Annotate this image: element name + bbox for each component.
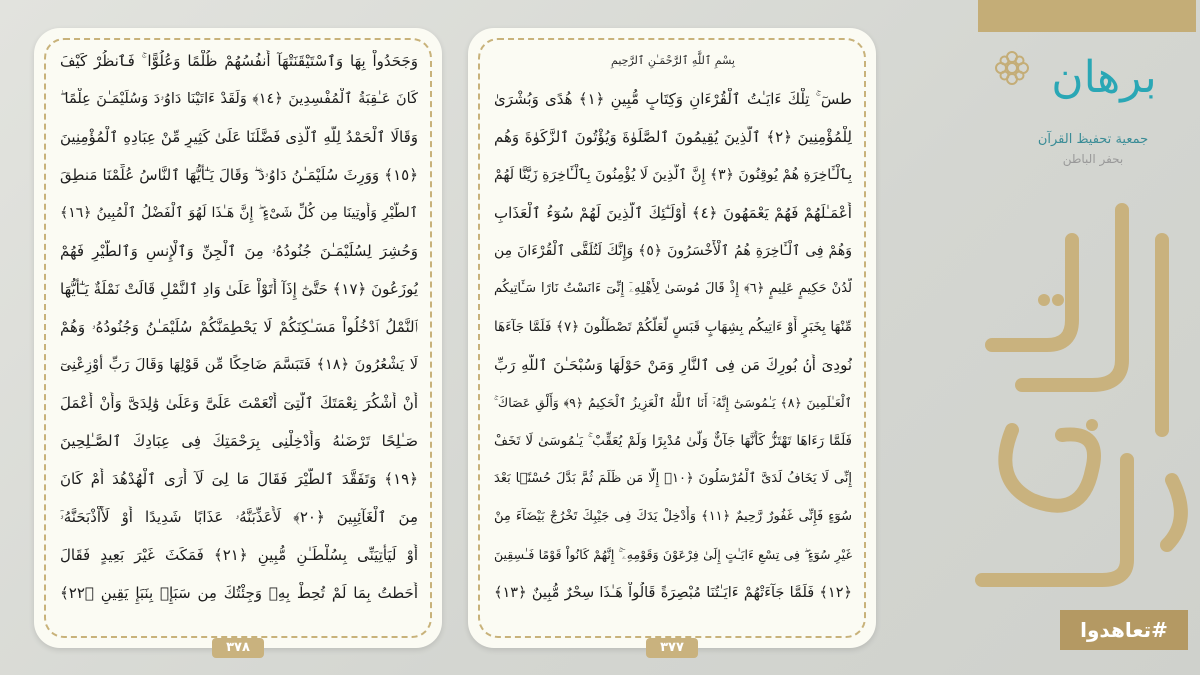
logo-wordmark: برهان [1051, 52, 1157, 103]
page-number: ٣٧٨ [212, 638, 264, 658]
text-line: ٱلنَّمْلُ ٱدْخُلُواْ مَسَـٰكِنَكُمْ لَا يَحْطِمَنَّكُمْ سُلَيْمَـٰنُ وَجُنُودُهُۥ وَهُمْ [60, 318, 418, 336]
text-line: وَهُمْ فِى ٱلْـَٔاخِرَةِ هُمُ ٱلْأَخْسَرُونَ ﴿٥﴾ وَإِنَّكَ لَتُلَقَّى ٱلْقُرْءَانَ مِن [494, 243, 852, 259]
text-line: ٱلطَّيْرِ وَأُوتِينَا مِن كُلِّ شَىْءٍ ۖ إِنَّ هَـٰذَا لَهُوَ ٱلْفَضْلُ ٱلْمُبِينُ ﴿١٦﴾ [60, 205, 418, 221]
text-line: نُودِىَ أَنۢ بُورِكَ مَن فِى ٱلنَّارِ وَمَنْ حَوْلَهَا وَسُبْحَـٰنَ ٱللَّهِ رَبِّ [494, 356, 852, 374]
text-line: وَجَحَدُواْ بِهَا وَٱسْتَيْقَنَتْهَآ أَنفُسُهُمْ ظُلْمًا وَعُلُوًّا ۚ فَٱنظُرْ كَيْفَ [60, 52, 418, 70]
text-line: بِٱلْـَٔاخِرَةِ هُمْ يُوقِنُونَ ﴿٣﴾ إِنَّ ٱلَّذِينَ لَا يُؤْمِنُونَ بِٱلْـَٔاخِرَةِ زَيَّنَّا لَهُمْ [494, 167, 852, 183]
text-line: لَا يَشْعُرُونَ ﴿١٨﴾ فَتَبَسَّمَ ضَاحِكًا مِّن قَوْلِهَا وَقَالَ رَبِّ أَوْزِعْنِىٓ [60, 357, 418, 373]
mushaf-page-378 [34, 28, 442, 655]
organization-location: بحفر الباطن [1062, 152, 1124, 166]
mushaf-page-377 [468, 28, 876, 655]
text-line: أَحَطتُ بِمَا لَمْ تُحِطْ بِهِۦ وَجِئْتُكَ مِن سَبَإٍۭ بِنَبَإٍ يَقِينٍ ﴿٢٢﴾ [60, 584, 418, 602]
text-line: يُوزَعُونَ ﴿١٧﴾ حَتَّىٰٓ إِذَآ أَتَوْاْ عَلَىٰ وَادِ ٱلنَّمْلِ قَالَتْ نَمْلَةٌ يَـٰٓأَيُّهَا [60, 280, 418, 298]
text-line: صَـٰلِحًا تَرْضَىٰهُ وَأَدْخِلْنِى بِرَحْمَتِكَ فِى عِبَادِكَ ٱلصَّـٰلِحِينَ [60, 432, 418, 450]
page-text [494, 50, 852, 604]
text-line: كَانَ عَـٰقِبَةُ ٱلْمُفْسِدِينَ ﴿١٤﴾ وَلَقَدْ ءَاتَيْنَا دَاوُۥدَ وَسُلَيْمَـٰنَ عِلْمًا ۖ [60, 91, 418, 107]
text-line: إِنِّى لَا يَخَافُ لَدَىَّ ٱلْمُرْسَلُونَ ﴿١٠﴾ إِلَّا مَن ظَلَمَ ثُمَّ بَدَّلَ حُسْنًۢا بَعْدَ [494, 471, 852, 486]
text-line: ﴿١٢﴾ فَلَمَّا جَآءَتْهُمْ ءَايَـٰتُنَا مُبْصِرَةً قَالُواْ هَـٰذَا سِحْرٌ مُّبِينٌ ﴿١٣﴾ [494, 585, 852, 601]
page-number: ٣٧٧ [646, 638, 698, 658]
gold-ribbon [978, 0, 1196, 32]
text-line: أَعْمَـٰلَهُمْ فَهُمْ يَعْمَهُونَ ﴿٤﴾ أُوْلَـٰٓئِكَ ٱلَّذِينَ لَهُمْ سُوٓءُ ٱلْعَذَابِ [494, 204, 852, 222]
basmala: بِسْمِ ٱللَّهِ ٱلرَّحْمَـٰنِ ٱلرَّحِيمِ [611, 54, 735, 67]
text-line: ٱلْعَـٰلَمِينَ ﴿٨﴾ يَـٰمُوسَىٰٓ إِنَّهُۥٓ أَنَا ٱللَّهُ ٱلْعَزِيزُ ٱلْحَكِيمُ ﴿٩﴾ وَأَلْقِ عَصَاكَ ۚ [494, 395, 852, 410]
text-line: مِّنْهَا بِخَبَرٍ أَوْ ءَاتِيكُم بِشِهَابٍ قَبَسٍ لَّعَلَّكُمْ تَصْطَلُونَ ﴿٧﴾ فَلَمَّا جَآءَهَا [494, 319, 852, 335]
calligraphy-tahadu [952, 180, 1192, 600]
hashtag-badge: #تعاهدوا [1060, 610, 1188, 650]
text-line: طسٓ ۚ تِلْكَ ءَايَـٰتُ ٱلْقُرْءَانِ وَكِتَابٍ مُّبِينٍ ﴿١﴾ هُدًى وَبُشْرَىٰ [494, 90, 852, 108]
text-line: مِنَ ٱلْغَآئِبِينَ ﴿٢٠﴾ لَأُعَذِّبَنَّهُۥ عَذَابًا شَدِيدًا أَوْ لَأَاْذْبَحَنَّهُۥٓ [60, 508, 418, 526]
text-line: فَلَمَّا رَءَاهَا تَهْتَزُّ كَأَنَّهَا جَآنٌّ وَلَّىٰ مُدْبِرًا وَلَمْ يُعَقِّبْ ۚ يَـٰمُوسَىٰ لَا تَخَفْ [494, 433, 852, 449]
text-line: لَّدُنْ حَكِيمٍ عَلِيمٍ ﴿٦﴾ إِذْ قَالَ مُوسَىٰ لِأَهْلِهِۦٓ إِنِّىٓ ءَانَسْتُ نَارًا سَـَٔاتِيكُم [494, 281, 852, 296]
text-line: أَوْ لَيَأْتِيَنِّى بِسُلْطَـٰنٍ مُّبِينٍ ﴿٢١﴾ فَمَكَثَ غَيْرَ بَعِيدٍ فَقَالَ [60, 546, 418, 564]
text-line: لِلْمُؤْمِنِينَ ﴿٢﴾ ٱلَّذِينَ يُقِيمُونَ ٱلصَّلَوٰةَ وَيُؤْتُونَ ٱلزَّكَوٰةَ وَهُم [494, 128, 852, 146]
organization-name: جمعية تحفيظ القرآن [1037, 132, 1149, 147]
text-line: ﴿١٩﴾ وَتَفَقَّدَ ٱلطَّيْرَ فَقَالَ مَا لِىَ لَآ أَرَى ٱلْهُدْهُدَ أَمْ كَانَ [60, 470, 418, 488]
text-line: غَيْرِ سُوٓءٍ ۖ فِى تِسْعِ ءَايَـٰتٍ إِلَىٰ فِرْعَوْنَ وَقَوْمِهِۦٓ ۚ إِنَّهُمْ كَانُواْ قَوْمًا فَـٰسِقِينَ [494, 547, 852, 562]
text-line: وَقَالَا ٱلْحَمْدُ لِلَّهِ ٱلَّذِى فَضَّلَنَا عَلَىٰ كَثِيرٍ مِّنْ عِبَادِهِ ٱلْمُؤْمِنِينَ [60, 128, 418, 146]
text-line: أَنْ أَشْكُرَ نِعْمَتَكَ ٱلَّتِىٓ أَنْعَمْتَ عَلَىَّ وَعَلَىٰ وَٰلِدَىَّ وَأَنْ أَعْمَلَ [60, 394, 418, 412]
text-line: ﴿١٥﴾ وَوَرِثَ سُلَيْمَـٰنُ دَاوُۥدَ ۖ وَقَالَ يَـٰٓأَيُّهَا ٱلنَّاسُ عُلِّمْنَا مَنطِقَ [60, 166, 418, 184]
organization-logo [980, 44, 1190, 174]
text-line: وَحُشِرَ لِسُلَيْمَـٰنَ جُنُودُهُۥ مِنَ ٱلْجِنِّ وَٱلْإِنسِ وَٱلطَّيْرِ فَهُمْ [60, 242, 418, 260]
page-text [60, 50, 418, 604]
text-line: سُوٓءٍ فَإِنِّى غَفُورٌ رَّحِيمٌ ﴿١١﴾ وَأَدْخِلْ يَدَكَ فِى جَيْبِكَ تَخْرُجْ بَيْضَآءَ مِنْ [494, 509, 852, 524]
